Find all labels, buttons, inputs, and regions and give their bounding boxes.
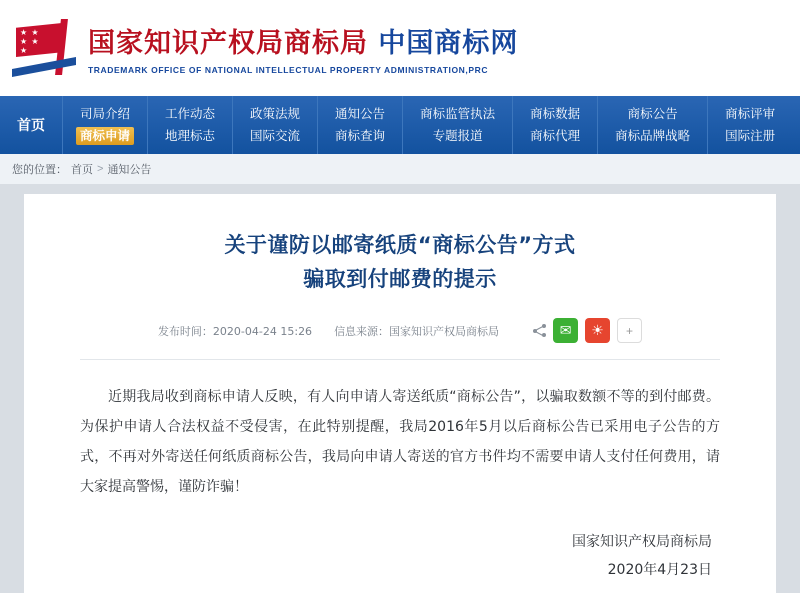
- nav-item-supervision-enforcement[interactable]: 商标监管执法: [420, 106, 496, 121]
- nav-item-trademark-application[interactable]: 商标申请: [76, 127, 134, 145]
- nav-item-trademark-gazette[interactable]: 商标公告: [627, 106, 678, 121]
- site-title-en: TRADEMARK OFFICE OF NATIONAL INTELLECTUAL PROPERTY ADMINISTRATION,PRC: [88, 65, 489, 75]
- site-title-cn-blue: 中国商标网: [378, 28, 519, 59]
- breadcrumb-item-home[interactable]: 首页: [71, 164, 93, 176]
- article-body: 近期我局收到商标申请人反映，有人向申请人寄送纸质“商标公告”，以骗取数额不等的到付邮费。为保护申请人合法权益不受侵害，在此特别提醒，我局2016年5月以后商标公告已采用电子公告的方式，不再对外寄送任何纸质商标公告，我局向申请人寄送的官方书件均不需要申请人支付任何费用，请大家提高警惕，谨防诈骗！: [80, 389, 720, 495]
- nav-item-international-exchange[interactable]: 国际交流: [250, 128, 301, 143]
- nav-column-3: [232, 96, 317, 154]
- flag-stars-icon: ★ ★ ★ ★ ★: [20, 28, 40, 55]
- blue-swoosh-icon: [12, 57, 76, 77]
- site-header: [0, 0, 800, 96]
- nav-column-2: [147, 96, 232, 154]
- breadcrumb-item-notices[interactable]: 通知公告: [107, 164, 152, 176]
- page-title-line1: 关于谨防以邮寄纸质“商标公告”方式: [224, 233, 576, 257]
- main-navigation[interactable]: [0, 96, 800, 154]
- site-title-cn-red: 国家知识产权局商标局: [88, 28, 368, 59]
- national-emblem-logo-icon: [12, 17, 80, 79]
- nav-column-4: [317, 96, 402, 154]
- share-icon[interactable]: [533, 324, 546, 337]
- wechat-icon[interactable]: ✉: [553, 318, 578, 343]
- nav-item-special-reports[interactable]: 专题报道: [432, 128, 483, 143]
- nav-item-trademark-agency[interactable]: 商标代理: [530, 128, 581, 143]
- more-share-icon[interactable]: +: [617, 318, 642, 343]
- share-group: [533, 318, 642, 343]
- nav-item-trademark-search[interactable]: 商标查询: [335, 128, 386, 143]
- page-title: [80, 228, 720, 296]
- signature-date: 2020年4月23日: [607, 562, 712, 578]
- article-card: [24, 194, 776, 593]
- nav-item-trademark-review[interactable]: 商标评审: [725, 106, 776, 121]
- nav-column-1: [62, 96, 147, 154]
- nav-item-geographical-indication[interactable]: 地理标志: [165, 128, 216, 143]
- nav-column-8: [707, 96, 792, 154]
- article-meta: [80, 318, 720, 343]
- nav-item-trademark-data[interactable]: 商标数据: [530, 106, 581, 121]
- content-area: [0, 184, 800, 593]
- article-signature: [80, 528, 720, 584]
- breadcrumb: [0, 154, 800, 184]
- breadcrumb-label: 您的位置：: [12, 164, 67, 176]
- page-title-line2: 骗取到付邮费的提示: [303, 267, 497, 291]
- site-logo-text: [88, 21, 518, 75]
- nav-item-policies-regulations[interactable]: 政策法规: [250, 106, 301, 121]
- nav-item-bureau-intro[interactable]: 司局介绍: [80, 106, 131, 121]
- site-title-cn: [88, 21, 518, 60]
- nav-column-6: [512, 96, 597, 154]
- nav-item-work-updates[interactable]: 工作动态: [165, 106, 216, 121]
- nav-item-notices[interactable]: 通知公告: [335, 106, 386, 121]
- weibo-icon[interactable]: ☀: [585, 318, 610, 343]
- meta-divider: [80, 359, 720, 360]
- nav-item-international-registration[interactable]: 国际注册: [725, 128, 776, 143]
- nav-column-5: [402, 96, 512, 154]
- publish-time: 发布时间：2020-04-24 15:26: [157, 324, 313, 338]
- signature-organization: 国家知识产权局商标局: [572, 534, 712, 550]
- information-source: 信息来源：国家知识产权局商标局: [334, 324, 500, 338]
- nav-column-7: [597, 96, 707, 154]
- nav-item-home[interactable]: 首页: [17, 118, 45, 134]
- nav-item-brand-strategy[interactable]: 商标品牌战略: [615, 128, 691, 143]
- breadcrumb-separator: >: [97, 163, 104, 175]
